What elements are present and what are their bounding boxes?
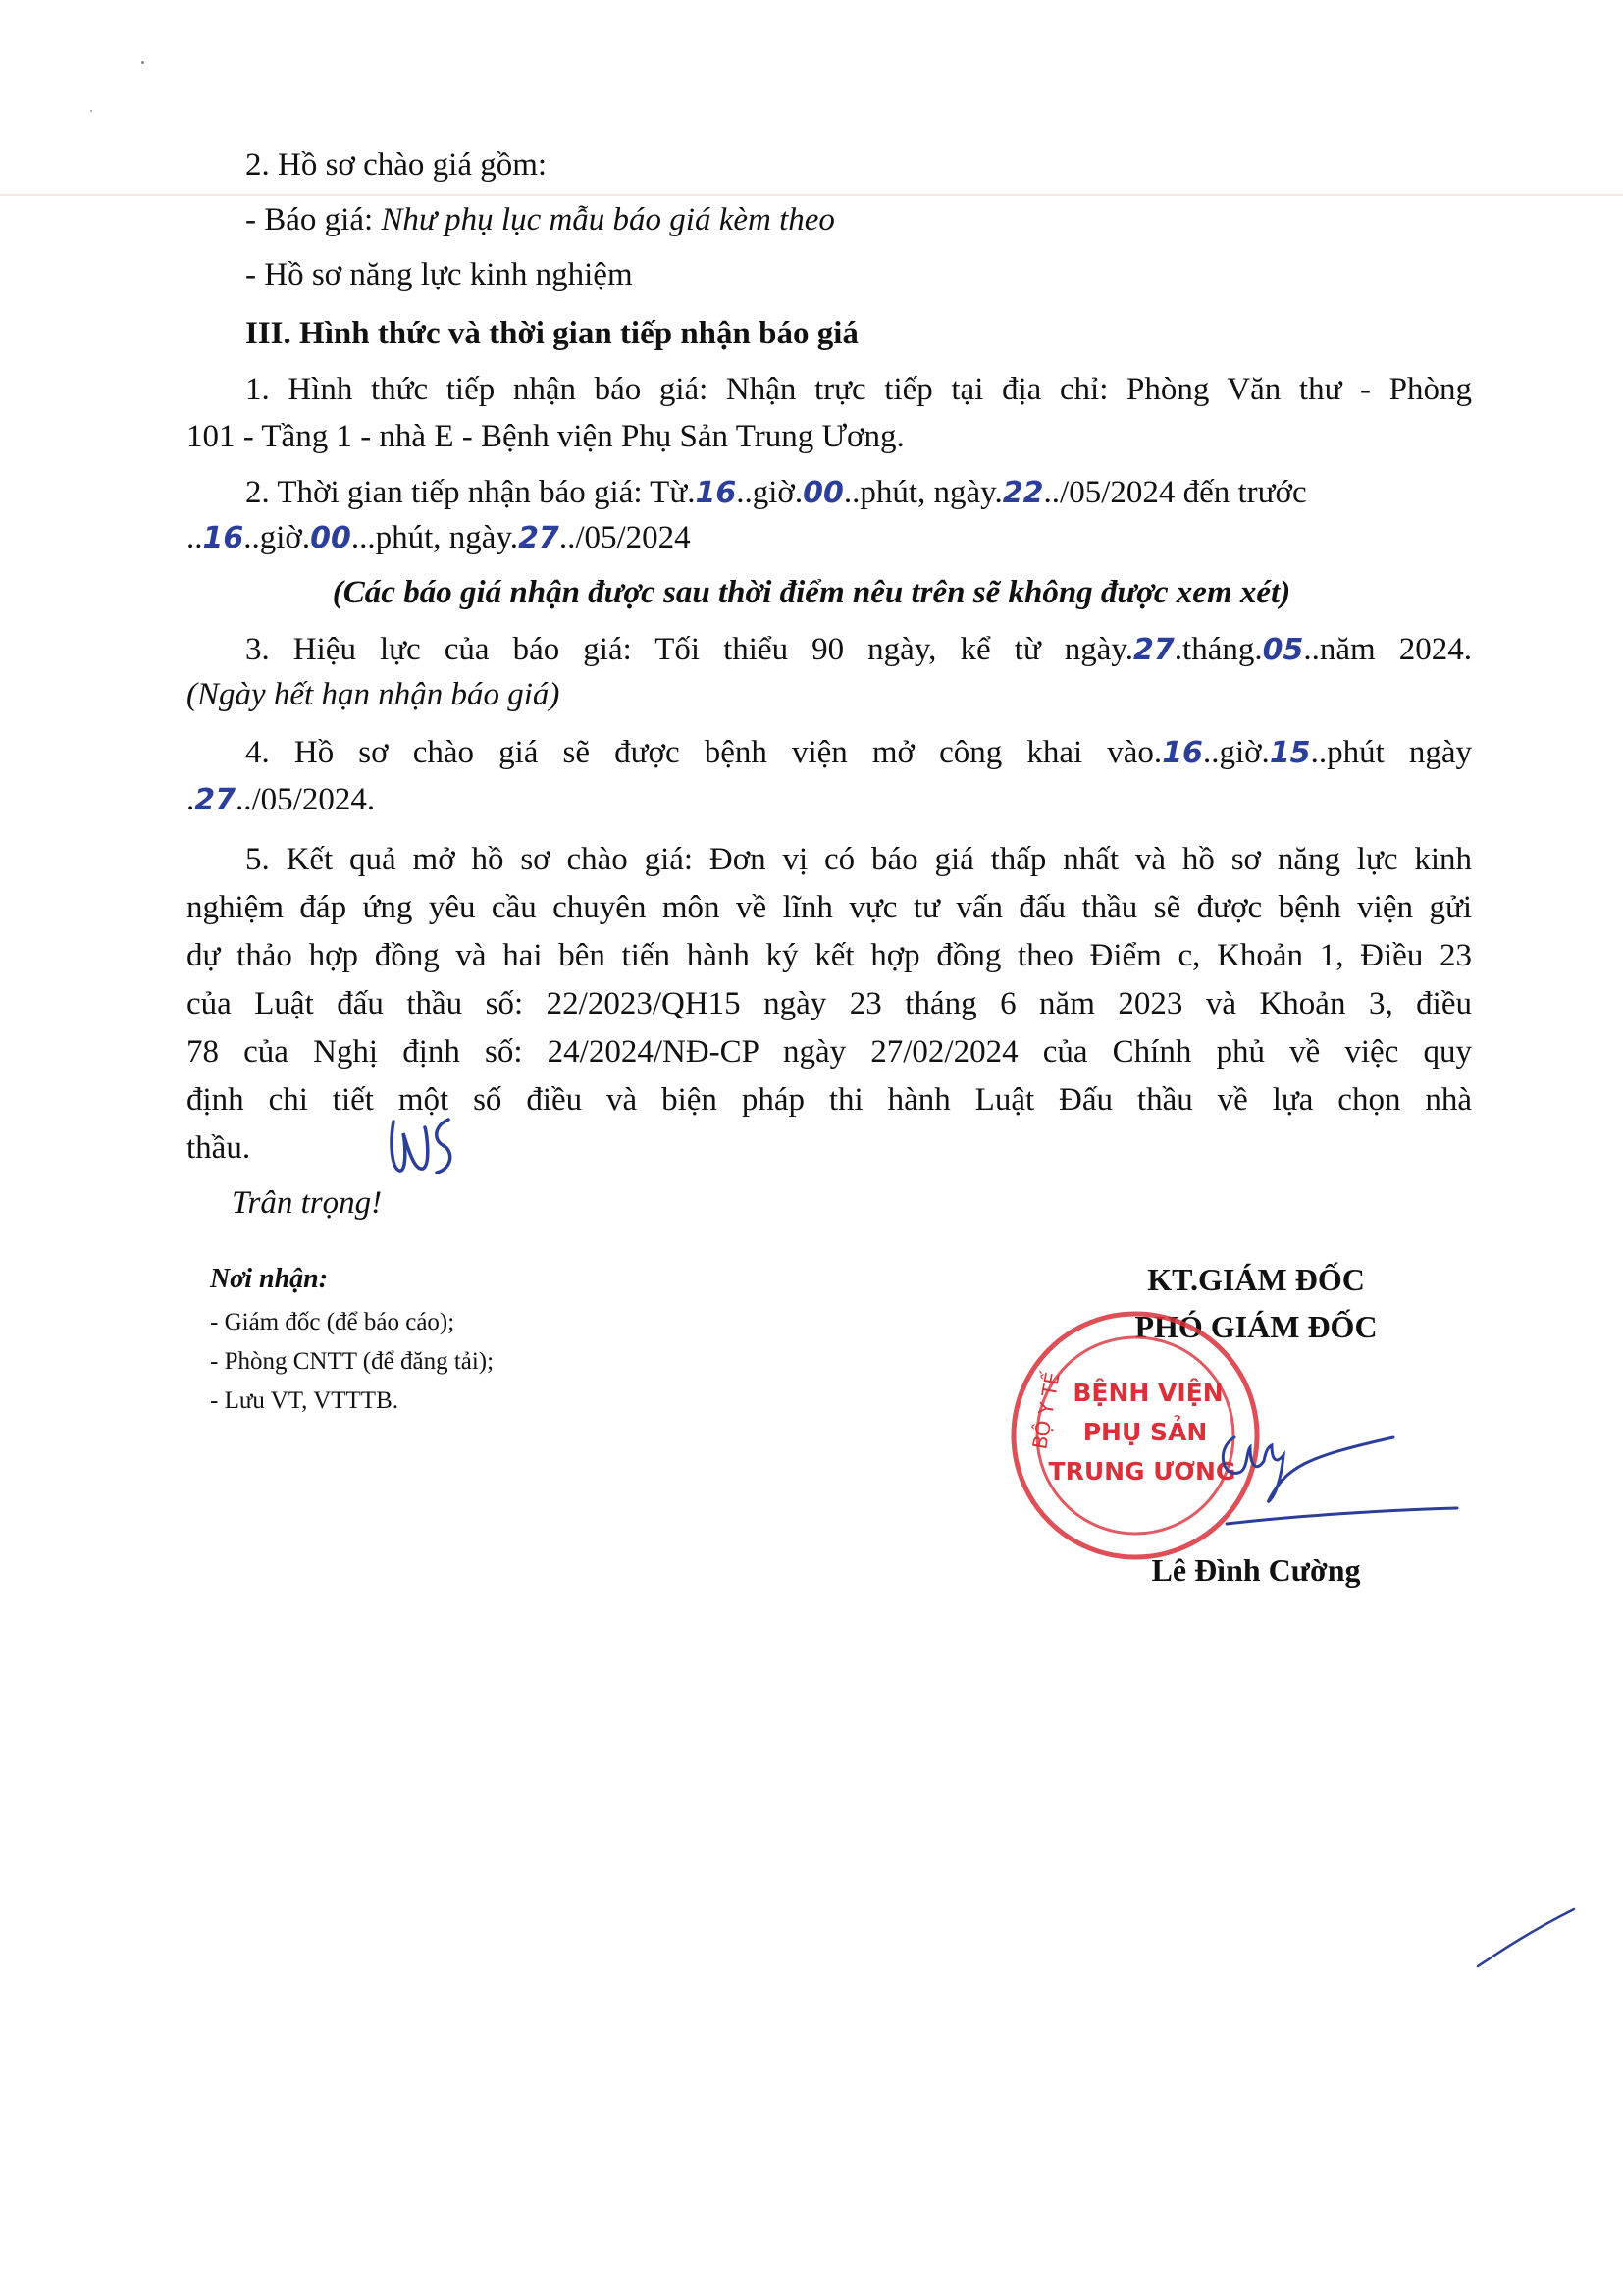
handwritten-validity-day: 27: [1133, 633, 1175, 667]
section-2-item-quote: [245, 198, 835, 241]
section-3-p3-italic: (Ngày hết hạn nhận báo giá): [186, 677, 560, 712]
initials-scribble-icon: [388, 1114, 466, 1182]
section-2-heading: 2. Hồ sơ chào giá gồm:: [245, 147, 548, 183]
handwritten-open-hour: 16: [1162, 736, 1203, 770]
section-3-heading: III. Hình thức và thời gian tiếp nhận báo giá: [245, 316, 859, 351]
seal-text-3: TRUNG ƯƠNG: [1048, 1457, 1236, 1486]
section-3-p1-line2: 101 - Tầng 1 - nhà E - Bệnh viện Phụ Sản Trung Ương.: [186, 419, 905, 454]
pen-stroke-icon: [1472, 1904, 1580, 1972]
handwritten-day-end: 27: [518, 521, 559, 555]
section-3-p4-line2: [186, 778, 375, 822]
section-3-p4-line1: [245, 731, 1472, 775]
section-3-p2-line1: [245, 471, 1307, 515]
handwritten-minute-start: 00: [803, 476, 844, 510]
scan-artifact-line: [0, 194, 1623, 196]
section-3-p5-line5: 78 của Nghị định số: 24/2024/NĐ-CP ngày 27/02/2024 của Chính phủ về việc quy: [186, 1034, 1472, 1070]
p2-text-e: ..: [186, 520, 203, 555]
handwritten-hour-start: 16: [695, 476, 737, 510]
scan-speck: [141, 61, 144, 64]
section-2-item-profile: - Hồ sơ năng lực kinh nghiệm: [245, 257, 633, 292]
scan-speck: [90, 110, 92, 112]
p2-text-a: 2. Thời gian tiếp nhận báo giá: Từ.: [245, 475, 696, 510]
p2-text-d: ../05/2024 đến trước: [1043, 475, 1307, 510]
handwritten-hour-end: 16: [202, 521, 244, 555]
seal-text-2: PHỤ SẢN: [1082, 1418, 1208, 1446]
p2-text-h: ../05/2024: [558, 520, 691, 555]
section-3-p5-line4: của Luật đấu thầu số: 22/2023/QH15 ngày 23 tháng 6 năm 2023 và Khoản 3, điều: [186, 986, 1472, 1021]
p4-text-d: .: [186, 782, 195, 817]
section-3-p2-line2: [186, 516, 691, 560]
p2-text-c: ..phút, ngày.: [843, 475, 1003, 510]
p3-text-b: .tháng.: [1174, 632, 1263, 667]
seal-text-1: BỆNH VIỆN: [1073, 1379, 1224, 1407]
handwritten-open-day: 27: [194, 783, 236, 817]
signature-title-1: KT.GIÁM ĐỐC: [1147, 1262, 1365, 1297]
seal-side-text: BỘ Y TẾ: [1027, 1370, 1065, 1451]
closing-text: Trân trọng!: [232, 1185, 383, 1221]
section-3-p1-line1: 1. Hình thức tiếp nhận báo giá: Nhận trực tiếp tại địa chỉ: Phòng Văn thư - Phòng: [245, 372, 1472, 407]
p3-text-c: ..năm 2024.: [1303, 632, 1472, 667]
recipient-item: - Giám đốc (để báo cáo);: [210, 1309, 455, 1335]
handwritten-validity-month: 05: [1262, 633, 1304, 667]
p2-text-f: ..giờ.: [243, 520, 311, 555]
section-3-p5-line1: 5. Kết quả mở hồ sơ chào giá: Đơn vị có báo giá thấp nhất và hồ sơ năng lực kinh: [245, 842, 1472, 877]
signature-title-2: PHÓ GIÁM ĐỐC: [1134, 1309, 1378, 1344]
p4-text-b: ..giờ.: [1202, 735, 1270, 770]
section-3-p5-line3: dự thảo hợp đồng và hai bên tiến hành ký kết hợp đồng theo Điểm c, Khoản 1, Điều 23: [186, 938, 1472, 973]
deadline-note: (Các báo giá nhận được sau thời điểm nêu trên sẽ không được xem xét): [332, 575, 1291, 610]
item-quote-italic: Như phụ lục mẫu báo giá kèm theo: [381, 202, 835, 237]
signature-scribble-icon: [1217, 1408, 1472, 1536]
recipients-title: Nơi nhận:: [210, 1264, 329, 1294]
p2-text-b: ..giờ.: [736, 475, 804, 510]
p3-text-a: 3. Hiệu lực của báo giá: Tối thiểu 90 ngày, kể từ ngày.: [245, 632, 1134, 667]
handwritten-open-minute: 15: [1269, 736, 1311, 770]
section-3-p5-line7: thầu.: [186, 1130, 251, 1166]
p4-text-a: 4. Hồ sơ chào giá sẽ được bệnh viện mở công khai vào.: [245, 735, 1163, 770]
signer-name: Lê Đình Cường: [1151, 1552, 1361, 1588]
recipient-item: - Lưu VT, VTTTB.: [210, 1387, 399, 1414]
p4-text-c: ..phút ngày: [1310, 735, 1472, 770]
p4-text-e: ../05/2024.: [236, 782, 376, 817]
section-3-p5-line2: nghiệm đáp ứng yêu cầu chuyên môn về lĩnh vực tư vấn đấu thầu sẽ được bệnh viện gửi: [186, 890, 1472, 925]
section-3-p5-line6: định chi tiết một số điều và biện pháp thi hành Luật Đấu thầu về lựa chọn nhà: [186, 1082, 1472, 1118]
handwritten-day-start: 22: [1002, 476, 1044, 510]
section-3-p3-line1: [245, 628, 1472, 672]
handwritten-minute-end: 00: [310, 521, 351, 555]
p2-text-g: ...phút, ngày.: [350, 520, 519, 555]
recipient-item: - Phòng CNTT (để đăng tải);: [210, 1348, 495, 1375]
item-quote-prefix: - Báo giá:: [245, 202, 382, 237]
